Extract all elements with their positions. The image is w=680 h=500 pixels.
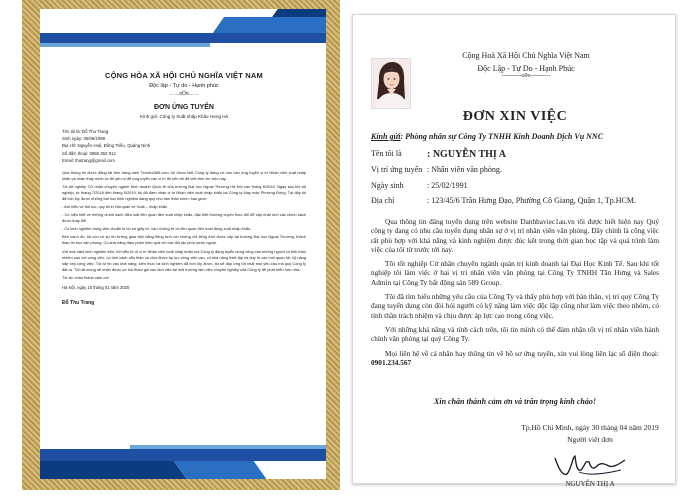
- left-body: [62, 170, 306, 281]
- left-motto: Độc lập - Tự do - Hạnh phúc: [149, 83, 219, 89]
- right-separator: ----------o0o----------: [501, 73, 551, 79]
- right-body: [371, 217, 659, 372]
- field-label: Ngày sinh: [371, 180, 404, 190]
- phone-number: 0901.234.567: [371, 357, 412, 367]
- left-info-line: Địa chỉ: Nguyễn Huệ, Đông Triều, Quảng Ninh: [62, 143, 151, 149]
- field-label: Vị trí ứng tuyển: [371, 164, 423, 174]
- left-signature-name: Đỗ Thu Trang: [62, 299, 95, 306]
- left-paragraph: - Có kinh nghiệm trong việc chuẩn bị hồ sơ giấy tờ, cáo chứng từ có liên quan đến hoạt động xuất nhập khẩu.: [62, 226, 252, 232]
- left-info-line: Tên tôi là: Đỗ Thu Trang: [62, 129, 109, 134]
- left-application-page: [40, 9, 326, 479]
- left-info-line: Email: thutrang@gmail.com: [62, 157, 115, 163]
- left-paragraph: Tôi xin chân thành cảm ơn!: [62, 274, 110, 280]
- left-doc-title: ĐƠN ỨNG TUYỂN: [153, 104, 214, 111]
- applicant-photo: [371, 58, 411, 109]
- decor-top-light-bar: [40, 43, 210, 47]
- right-date: Tp.Hồ Chí Minh, ngày 30 tháng 04 năm 2019: [521, 423, 659, 432]
- field-row: [371, 149, 659, 165]
- right-personal-fields: [371, 149, 659, 212]
- portrait-image: [372, 59, 410, 108]
- left-document-background: [22, 0, 340, 490]
- left-date: Hà Nội, ngày 10 tháng 01 năm 2020: [62, 284, 130, 290]
- field-row: [371, 165, 659, 181]
- right-doc-title: ĐƠN XIN VIỆC: [462, 109, 568, 124]
- right-paragraph: Với những khả năng và tính cách trên, tôi tin mình có thể đảm nhận tốt vị trí nhân viên hành chính văn phòng tại quý Công Ty.: [371, 324, 659, 344]
- left-recipient: Kính gửi: Công ty Xuất nhập Khẩu Hưng Hà: [139, 114, 229, 119]
- right-paragraph: Tôi đã tìm hiểu những yêu cầu của Công Ty và thấy phù hợp với bản thân, vị trí quý Công Ty đang tuyển dụng còn đòi hỏi người có kỹ năng làm việc độc lập cũng như làm việc theo nhóm, có tính thần trách nhiệm và chịu được áp lực cao trong công việc.: [371, 292, 659, 320]
- right-recipient: [371, 132, 659, 141]
- signature-scribble: [549, 450, 629, 482]
- left-paragraph: Với một năm kinh nghiệm trên, tôi hiểu rõ rõ vị trí Nhân viên xuất nhập khẩu mà Công ty đang tuyển dụng cũng cần những người có tinh thần nhiệm cao với công việc, có tính cách cẩn thận và chịu được áp lực công việc cao, có khả năng thiết lập và duy trì các mối quan hệ, kỹ năng sắp xếp công việc. Tôi tự tin vào khả năng, kiến thức và kinh nghiệm đã tích lũy được, tôi sẽ đáp ứng tốt nhất mọi yêu cầu mà quý Công ty đặt ra. Tôi rất mong sẽ nhận được cơ hội tham gia vào làm việc tại môi trường làm việc chuyên nghiệp của Công ty để phát triển hơn nữa.: [62, 248, 306, 272]
- contact-text: Mọi liên hệ về cá nhân hay thông tin về hồ sơ ứng tuyển, xin vui lòng liên lạc số điện thoại:: [385, 348, 659, 358]
- left-paragraph: Qua thông tin được đăng tải trên trang web Timviec365.com, tôi được biết Công ty đang có nhu cầu ứng tuyển vị trí Nhân viên xuất nhập khẩu và nhận thấy mình có đủ yêu tố để ứng tuyển vào vị trí đó nên tôi đã viết đơn xin việc này.: [62, 170, 306, 182]
- recipient-label: Kính gửi: [371, 132, 401, 141]
- field-row: [371, 181, 659, 197]
- left-paragraph: - Có hiểu biết về những chính sách điều luật liên quan đến xuất nhập khẩu, đặc biệt thường xuyên theo dõi để cập nhật mới các chính sách được thay đổi: [62, 212, 306, 224]
- left-paragraph: Bên cạnh đó, tôi còn có sự tin tưởng giao tiếp bằng tiếng Anh với chứng chỉ tiếng Anh được cấp tại trường Đại học Ngoại Thương, thành thạo tin học văn phòng. Có khả năng đàm phán hiệu quả với các đối tác phía nước ngoài.: [62, 234, 306, 246]
- left-separator: ……oOo……: [169, 91, 199, 97]
- writer-label: Người viết đơn: [567, 435, 613, 444]
- field-value: : 25/02/1991: [427, 180, 468, 190]
- decor-bottom-wedge: [174, 461, 267, 479]
- decor-bottom-bar: [40, 449, 326, 461]
- left-info-line: Sinh ngày: 05/09/1998: [62, 136, 106, 142]
- decor-bottom-dark: [40, 461, 186, 479]
- field-label: Địa chỉ: [371, 196, 395, 206]
- right-application-page: [352, 14, 676, 488]
- field-value: : NGUYỄN THỊ A: [427, 149, 506, 160]
- left-paragraph: - Am hiểu về thủ tục, quy trình Hải quan về Xuất – nhập khẩu: [62, 204, 168, 210]
- field-label: Tên tôi là: [371, 149, 402, 158]
- right-signature-name: NGUYỄN THỊ A: [565, 480, 615, 488]
- right-paragraph: Tôi tốt nghiệp Cử nhân chuyên ngành quản trị kinh doanh tại Đại Học Kinh Tế. Sau khi tốt nghiệp tôi làm việc ở hai vị trí nhân viên văn phòng tại Công Ty TNHH Tân Hưng và Sales Admin tại Công Ty bất động sản 589 Group.: [371, 259, 659, 287]
- left-paragraph: Tôi tốt nghiệp Cử nhân chuyên ngành Kinh doanh Quốc tế của trường Đại học Ngoại Thương Hà Nội vào tháng 6/2018. Ngay sau khi tốt nghiệp, từ tháng 7/2018 đến tháng 5/2019, tôi đã đảm nhận vị trí Nhân viên xuất nhập khẩu tại Công ty May mặc Phương Đông. Tại đây tôi đã tích lũy được những bài học kinh nghiệm đáng quý cho bản thân mình, bao gồm:: [62, 184, 306, 202]
- field-value: : Nhân viên văn phòng.: [427, 164, 502, 174]
- right-contact-paragraph: [371, 349, 659, 368]
- field-value: : 123/45/6 Trần Hưng Đạo, Phường Cô Giang, Quận 1, Tp.HCM.: [427, 196, 636, 206]
- right-motto: Độc Lập - Tự Do - Hạnh Phúc: [477, 64, 575, 73]
- right-thanks: Xin chân thành cảm ơn và trân trọng kính chào!: [434, 397, 596, 406]
- right-header: [411, 51, 641, 79]
- decor-top-bar: [40, 33, 326, 43]
- field-row: [371, 196, 659, 212]
- recipient-value: : Phòng nhân sự Công Ty TNHH Kinh Doanh Dịch Vụ NNC: [400, 132, 604, 141]
- right-paragraph: Qua thông tin đăng tuyển dụng trên website Danhbaviec1au.vn tôi được biết hiện nay Quý công ty đang có nhu cầu tuyển dụng nhân sự ở vị trí nhân viên văn phòng. Đây chính là công việc rất phù hợp với khả năng và kinh nghiệm được đúc kết trong thời gian học tập và quá trình làm việc của tôi từ trước tới nay.: [371, 217, 659, 254]
- left-info-line: Số điện thoại: 0965 352 912: [62, 150, 116, 156]
- right-nation-title: Cộng Hoà Xã Hội Chủ Nghĩa Việt Nam: [462, 51, 590, 60]
- left-personal-info: [62, 128, 306, 164]
- left-nation-title: CỘNG HÒA XÃ HỘI CHỦ NGHĨA VIỆT NAM: [105, 71, 263, 80]
- left-content: [62, 71, 306, 306]
